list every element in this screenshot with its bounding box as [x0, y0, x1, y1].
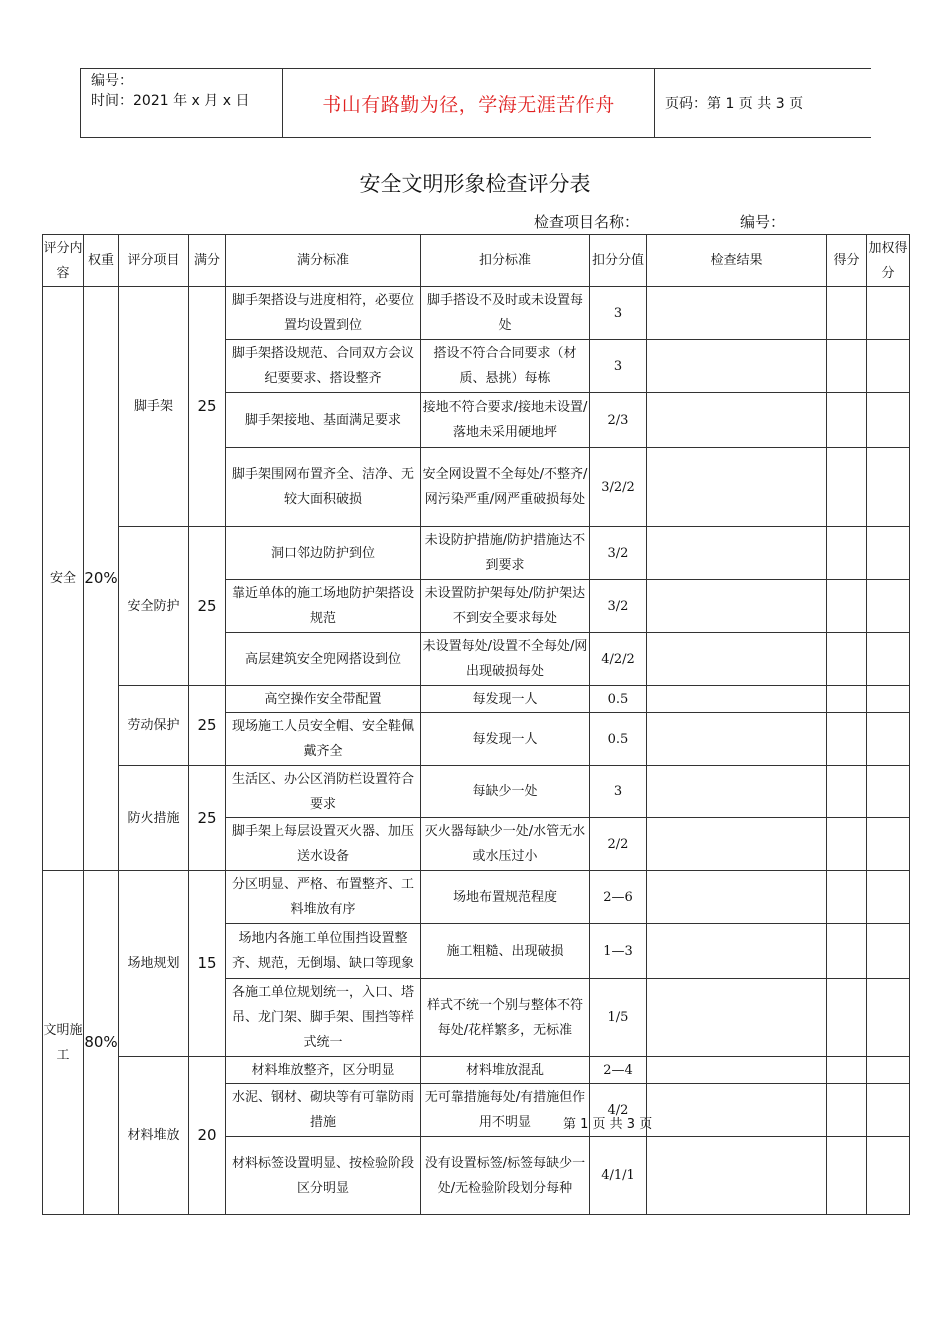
full-score-cell: 25: [189, 287, 226, 527]
deduct-cell: 未设置防护架每处/防护架达不到安全要求每处: [421, 580, 590, 633]
result-cell: [647, 871, 827, 924]
result-cell: [647, 633, 827, 686]
result-cell: [647, 686, 827, 713]
col-header-value: 扣分分值: [590, 235, 647, 287]
score-cell: [827, 979, 867, 1057]
weighted-score-cell: [867, 713, 910, 766]
score-cell: [827, 924, 867, 979]
weighted-score-cell: [867, 448, 910, 527]
deduct-value-cell: 3/2: [590, 527, 647, 580]
item-cell: 防火措施: [119, 766, 189, 871]
deduct-value-cell: 3: [590, 766, 647, 818]
score-cell: [827, 393, 867, 448]
table-row: [43, 1057, 910, 1084]
table-row: [43, 871, 910, 924]
col-header-category: 评分内容: [43, 235, 84, 287]
deduct-value-cell: 0.5: [590, 713, 647, 766]
deduct-cell: 灭火器每缺少一处/水管无水或水压过小: [421, 818, 590, 871]
deduct-value-cell: 1—3: [590, 924, 647, 979]
deduct-cell: 未设防护措施/防护措施达不到要求: [421, 527, 590, 580]
col-header-weight: 权重: [84, 235, 119, 287]
standard-cell: 高空操作安全带配置: [226, 686, 421, 713]
header-page-label: 页码：第 1 页 共 3 页: [665, 96, 804, 112]
standard-cell: 水泥、钢材、砌块等有可靠防雨措施: [226, 1084, 421, 1137]
score-cell: [827, 1057, 867, 1084]
table-row: [43, 686, 910, 713]
deduct-value-cell: 2/2: [590, 818, 647, 871]
col-header-score: 得分: [827, 235, 867, 287]
category-cell: 文明施工: [43, 871, 84, 1215]
weighted-score-cell: [867, 1084, 910, 1137]
deduct-value-cell: 1/5: [590, 979, 647, 1057]
score-cell: [827, 633, 867, 686]
score-cell: [827, 340, 867, 393]
score-cell: [827, 287, 867, 340]
weight-cell: 20%: [84, 287, 119, 871]
standard-cell: 材料堆放整齐，区分明显: [226, 1057, 421, 1084]
score-cell: [827, 448, 867, 527]
score-cell: [827, 818, 867, 871]
result-cell: [647, 713, 827, 766]
result-cell: [647, 766, 827, 818]
weighted-score-cell: [867, 924, 910, 979]
result-cell: [647, 527, 827, 580]
weight-cell: 80%: [84, 871, 119, 1215]
deduct-value-cell: 2/3: [590, 393, 647, 448]
weighted-score-cell: [867, 393, 910, 448]
full-score-cell: 20: [189, 1057, 226, 1215]
full-score-cell: 25: [189, 766, 226, 871]
deduct-cell: 每发现一人: [421, 713, 590, 766]
col-header-deduct: 扣分标准: [421, 235, 590, 287]
col-header-item: 评分项目: [119, 235, 189, 287]
deduct-value-cell: 2—6: [590, 871, 647, 924]
standard-cell: 靠近单体的施工场地防护架搭设规范: [226, 580, 421, 633]
standard-cell: 生活区、办公区消防栏设置符合要求: [226, 766, 421, 818]
score-cell: [827, 766, 867, 818]
header-date-label: 时间：2021 年 x 月 x 日: [91, 93, 250, 109]
weighted-score-cell: [867, 979, 910, 1057]
score-cell: [827, 713, 867, 766]
weighted-score-cell: [867, 766, 910, 818]
deduct-cell: 接地不符合要求/接地未设置/落地未采用硬地坪: [421, 393, 590, 448]
standard-cell: 洞口邻边防护到位: [226, 527, 421, 580]
item-cell: 材料堆放: [119, 1057, 189, 1215]
header-code-label: 编号：: [91, 73, 133, 89]
deduct-value-cell: 3/2/2: [590, 448, 647, 527]
table-row: [43, 287, 910, 340]
result-cell: [647, 924, 827, 979]
deduct-cell: 材料堆放混乱: [421, 1057, 590, 1084]
deduct-value-cell: 2—4: [590, 1057, 647, 1084]
deduct-cell: 施工粗糙、出现破损: [421, 924, 590, 979]
result-cell: [647, 1137, 827, 1215]
item-cell: 场地规划: [119, 871, 189, 1057]
score-cell: [827, 580, 867, 633]
result-cell: [647, 979, 827, 1057]
score-cell: [827, 686, 867, 713]
standard-cell: 场地内各施工单位围挡设置整齐、规范，无倒塌、缺口等现象: [226, 924, 421, 979]
result-cell: [647, 287, 827, 340]
deduct-cell: 每缺少一处: [421, 766, 590, 818]
standard-cell: 各施工单位规划统一，入口、塔吊、龙门架、脚手架、围挡等样式统一: [226, 979, 421, 1057]
deduct-cell: 场地布置规范程度: [421, 871, 590, 924]
result-cell: [647, 1084, 827, 1137]
result-cell: [647, 580, 827, 633]
project-name-label: 检查项目名称：: [534, 213, 640, 231]
deduct-cell: 脚手搭设不及时或未设置每处: [421, 287, 590, 340]
standard-cell: 材料标签设置明显、按检验阶段区分明显: [226, 1137, 421, 1215]
result-cell: [647, 818, 827, 871]
deduct-value-cell: 4/1/1: [590, 1137, 647, 1215]
col-header-result: 检查结果: [647, 235, 827, 287]
result-cell: [647, 393, 827, 448]
item-cell: 脚手架: [119, 287, 189, 527]
weighted-score-cell: [867, 1057, 910, 1084]
table-header-row: [43, 235, 910, 287]
deduct-cell: 没有设置标签/标签每缺少一处/无检验阶段划分每种: [421, 1137, 590, 1215]
page-title: 安全文明形象检查评分表: [359, 172, 591, 196]
weighted-score-cell: [867, 580, 910, 633]
deduct-value-cell: 4/2/2: [590, 633, 647, 686]
number-label: 编号：: [740, 213, 786, 231]
weighted-score-cell: [867, 871, 910, 924]
table-row: [43, 527, 910, 580]
deduct-value-cell: 4/2: [590, 1084, 647, 1137]
standard-cell: 脚手架搭设与进度相符，必要位置均设置到位: [226, 287, 421, 340]
full-score-cell: 15: [189, 871, 226, 1057]
page-footer: 第 1 页 共 3 页: [563, 1117, 653, 1132]
standard-cell: 脚手架搭设规范、合同双方会议纪要要求、搭设整齐: [226, 340, 421, 393]
weighted-score-cell: [867, 287, 910, 340]
deduct-cell: 安全网设置不全每处/不整齐/网污染严重/网严重破损每处: [421, 448, 590, 527]
standard-cell: 高层建筑安全兜网搭设到位: [226, 633, 421, 686]
standard-cell: 脚手架接地、基面满足要求: [226, 393, 421, 448]
deduct-cell: 搭设不符合合同要求（材质、悬挑）每栋: [421, 340, 590, 393]
deduct-cell: 无可靠措施每处/有措施但作用不明显: [421, 1084, 590, 1137]
table-row: [43, 766, 910, 818]
document-header: [80, 68, 871, 138]
standard-cell: 脚手架上每层设置灭火器、加压送水设备: [226, 818, 421, 871]
category-cell: 安全: [43, 287, 84, 871]
weighted-score-cell: [867, 633, 910, 686]
deduct-value-cell: 0.5: [590, 686, 647, 713]
score-cell: [827, 1137, 867, 1215]
header-motto: 书山有路勤为径，学海无涯苦作舟: [283, 69, 655, 137]
col-header-weighted: 加权得分: [867, 235, 910, 287]
deduct-cell: 样式不统一个别与整体不符每处/花样繁多，无标准: [421, 979, 590, 1057]
weighted-score-cell: [867, 527, 910, 580]
full-score-cell: 25: [189, 527, 226, 686]
item-cell: 安全防护: [119, 527, 189, 686]
weighted-score-cell: [867, 340, 910, 393]
col-header-standard: 满分标准: [226, 235, 421, 287]
result-cell: [647, 340, 827, 393]
deduct-value-cell: 3/2: [590, 580, 647, 633]
standard-cell: 分区明显、严格、布置整齐、工料堆放有序: [226, 871, 421, 924]
col-header-full: 满分: [189, 235, 226, 287]
deduct-value-cell: 3: [590, 340, 647, 393]
weighted-score-cell: [867, 818, 910, 871]
weighted-score-cell: [867, 686, 910, 713]
score-table-body: [43, 235, 910, 1215]
deduct-value-cell: 3: [590, 287, 647, 340]
score-cell: [827, 1084, 867, 1137]
score-cell: [827, 527, 867, 580]
header-meta: [81, 69, 283, 137]
standard-cell: 脚手架围网布置齐全、洁净、无较大面积破损: [226, 448, 421, 527]
result-cell: [647, 1057, 827, 1084]
standard-cell: 现场施工人员安全帽、安全鞋佩戴齐全: [226, 713, 421, 766]
weighted-score-cell: [867, 1137, 910, 1215]
result-cell: [647, 448, 827, 527]
item-cell: 劳动保护: [119, 686, 189, 766]
score-cell: [827, 871, 867, 924]
score-table: [42, 234, 910, 1215]
deduct-cell: 每发现一人: [421, 686, 590, 713]
full-score-cell: 25: [189, 686, 226, 766]
deduct-cell: 未设置每处/设置不全每处/网出现破损每处: [421, 633, 590, 686]
